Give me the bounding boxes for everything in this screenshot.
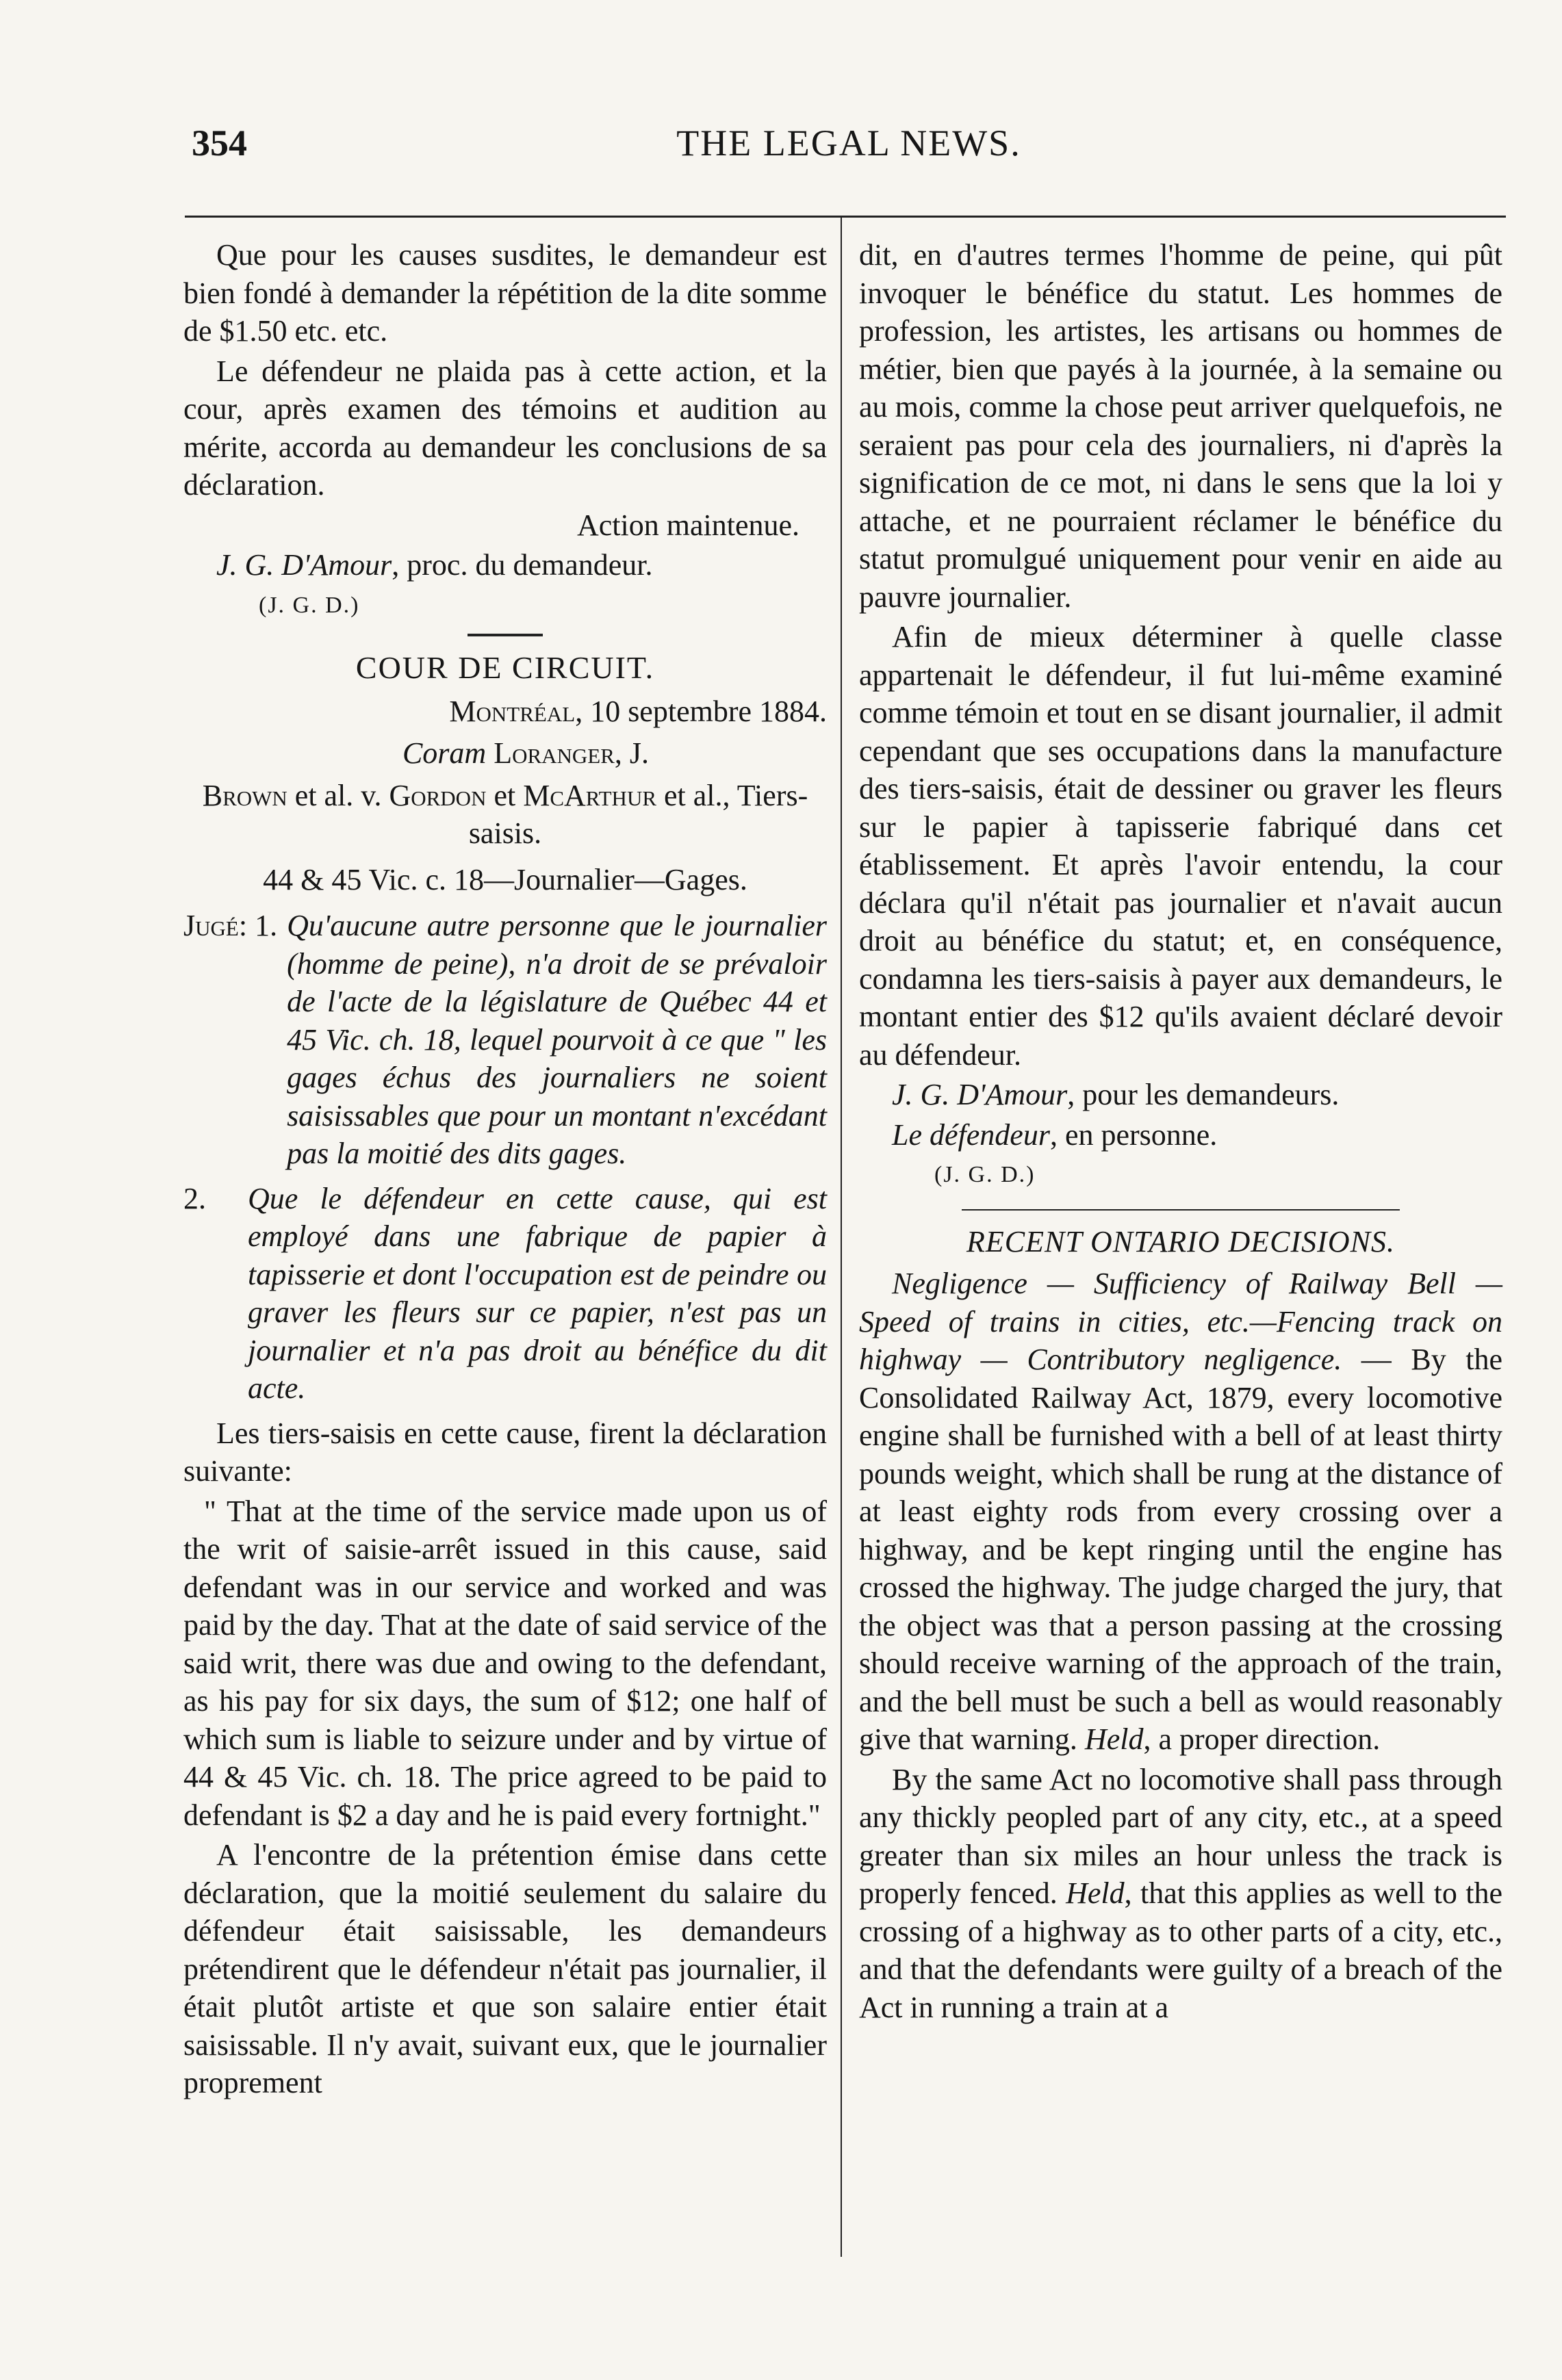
attorney-signature	[183, 546, 827, 584]
paragraph-body: — By the Consolidated Railway Act, 1879, every locomotive engine shall be furnished with a bell of at least thirty pounds weight, which shall be rung at the distance of at least eighty rods from every crossing over a highway, and be kept ringing until the engine has crossed the highway. The judge charged the jury, that the object was that a person passing at the crossing should receive warning of the approach of the train, and the bell must be such a bell as would reasonably give that warning.	[859, 1343, 1503, 1756]
section-rule	[962, 1209, 1400, 1211]
section-title: RECENT ONTARIO DECISIONS.	[966, 1224, 1395, 1258]
column-divider	[841, 218, 842, 2257]
date: , 10 septembre 1884.	[575, 694, 827, 728]
place-date	[183, 693, 827, 731]
reporter-initials: (J. G. D.)	[934, 1162, 1036, 1187]
case-parties	[183, 777, 827, 853]
paragraph-end: , a proper direction.	[1143, 1722, 1381, 1756]
holding-label-word: Jugé	[183, 909, 239, 942]
judgment-line: Action maintenue.	[576, 508, 799, 542]
headnote: Negligence — Sufficiency of Railway Bell — Speed of trains in cities, etc.—Fencing track on highway — Contributory negligence.	[859, 1267, 1502, 1376]
right-column	[859, 236, 1502, 2026]
paragraph	[859, 1265, 1502, 1759]
attorney-role: , proc. du demandeur.	[392, 548, 653, 582]
attorney-name: J. G. D'Amour	[892, 1078, 1068, 1111]
paragraph: Les tiers-saisis en cette cause, firent la déclaration suivante:	[183, 1416, 827, 1488]
judge-name: Loranger	[494, 736, 615, 770]
paragraph: Le défendeur ne plaida pas à cette action, et la cour, après examen des témoins et audition au mérite, accorda au demandeur les conclusions de sa déclaration.	[183, 354, 827, 502]
paragraph: Afin de mieux déterminer à quelle classe appartenait le défendeur, il fut lui-même examiné comme témoin et tout en se disant journalier, il admit cependant que ses occupations dans la manufacture des tiers-saisis, était de dessiner ou graver les fleurs sur le papier à tapisserie fabriqué dans cet établissement. Et après l'avoir entendu, la cour déclara qu'il n'était pas journalier et n'avait aucun droit au bénéfice du statut; et, en conséquence, condamna les tiers-saisis à payer aux demandeurs, le montant entier des $12 qu'ils avaient déclaré devoir au défendeur.	[859, 620, 1502, 1072]
section-rule	[468, 634, 543, 636]
quoted-declaration: " That at the time of the service made upon us of the writ of saisie-arrêt issued in this cause, said defendant was in our service and worked and was paid by the day. That at the date of said service of the said writ, there was due and owing to the defendant, as his pay for six days, the sum of $12; one half of which sum is liable to seizure under and by virtue of 44 & 45 Vic. ch. 18. The price agreed to be paid to defendant is $2 a day and he is paid every fortnight."	[183, 1494, 827, 1832]
party-suffix: et al., Tiers-saisis.	[468, 778, 808, 850]
paragraph: Que pour les causes susdites, le demandeur est bien fondé à demander la répétition de la dite somme de $1.50 etc. etc.	[183, 238, 827, 348]
party-name: Brown	[202, 778, 287, 812]
party-connector: et	[486, 778, 524, 812]
coram	[183, 734, 827, 773]
holding-number: : 1.	[238, 909, 278, 942]
party-name: McArthur	[523, 778, 657, 812]
header-rule	[185, 216, 1506, 218]
holding-text: Que le défendeur en cette cause, qui est employé dans une fabrique de papier à tapisserie et dont l'occupation est de peindre ou graver les fleurs sur ce papier, n'est pas un journalier et n'a pas droit au bénéfice du dit acte.	[248, 1181, 827, 1405]
page-header	[192, 122, 1506, 197]
held-word: Held	[1066, 1876, 1125, 1910]
holding-2	[183, 1180, 827, 1408]
place: Montréal	[449, 694, 576, 728]
coram-word: Coram	[402, 736, 487, 770]
paragraph: A l'encontre de la prétention émise dans cette déclaration, que la moitié seulement du salaire du défendeur était saisissable, les demandeurs prétendirent que le défendeur n'était pas journalier, il était plutôt artiste et que son salaire entier était saisissable. Il n'y avait, suivant eux, que le journalier proprement	[183, 1838, 827, 2099]
attorney-name: J. G. D'Amour	[216, 548, 392, 582]
statute-heading: 44 & 45 Vic. c. 18—Journalier—Gages.	[263, 862, 747, 896]
party-connector: et al. v.	[287, 778, 389, 812]
party-name: Gordon	[389, 778, 487, 812]
left-column	[183, 236, 827, 2102]
attorney-signature	[859, 1076, 1502, 1114]
paragraph	[859, 1761, 1502, 2027]
page-number: 354	[192, 122, 247, 164]
holding-label	[183, 907, 287, 1173]
defendant-signature	[859, 1116, 1502, 1154]
holding-number: 2.	[183, 1181, 206, 1215]
court-title: COUR DE CIRCUIT.	[355, 650, 655, 685]
defendant-role: , en personne.	[1049, 1117, 1218, 1152]
paragraph-end: , that this applies as well to the crossing of a highway as to other parts of a city, etc., and that the defendants were guilty of a breach of the Act in running a train at a	[859, 1876, 1502, 2024]
paragraph-body: By the same Act no locomotive shall pass through any thickly peopled part of any city, etc., at a speed greater than six miles an hour unless the track is properly fenced.	[859, 1762, 1502, 1910]
paragraph: dit, en d'autres termes l'homme de peine, qui pût invoquer le bénéfice du statut. Les hommes de profession, les artistes, les artisans ou hommes de métier, bien que payés à la journée, à la semaine ou au mois, comme la chose peut arriver quelquefois, ne seraient pas pour cela des journaliers, ni d'après la signification de ce mot, ni dans le sens que la loi y attache, et ne pourraient réclamer le bénéfice du statut promulgué uniquement pour venir en aide au pauvre journalier.	[859, 238, 1502, 614]
reporter-initials: (J. G. D.)	[259, 592, 360, 618]
held-word: Held	[1084, 1722, 1144, 1756]
holding-1	[183, 907, 827, 1173]
defendant-label: Le défendeur	[892, 1117, 1050, 1152]
holding-text: Qu'aucune autre personne que le journalier (homme de peine), n'a droit de se prévaloir de l'acte de la législature de Québec 44 et 45 Vic. ch. 18, lequel pourvoit à ce que " les gages échus des journaliers ne soient saisissables que pour un montant n'excédant pas la moitié des dits gages.	[287, 909, 827, 1170]
attorney-role: , pour les demandeurs.	[1067, 1078, 1340, 1111]
judge-suffix: , J.	[614, 736, 650, 770]
running-head: THE LEGAL NEWS.	[676, 122, 1021, 164]
